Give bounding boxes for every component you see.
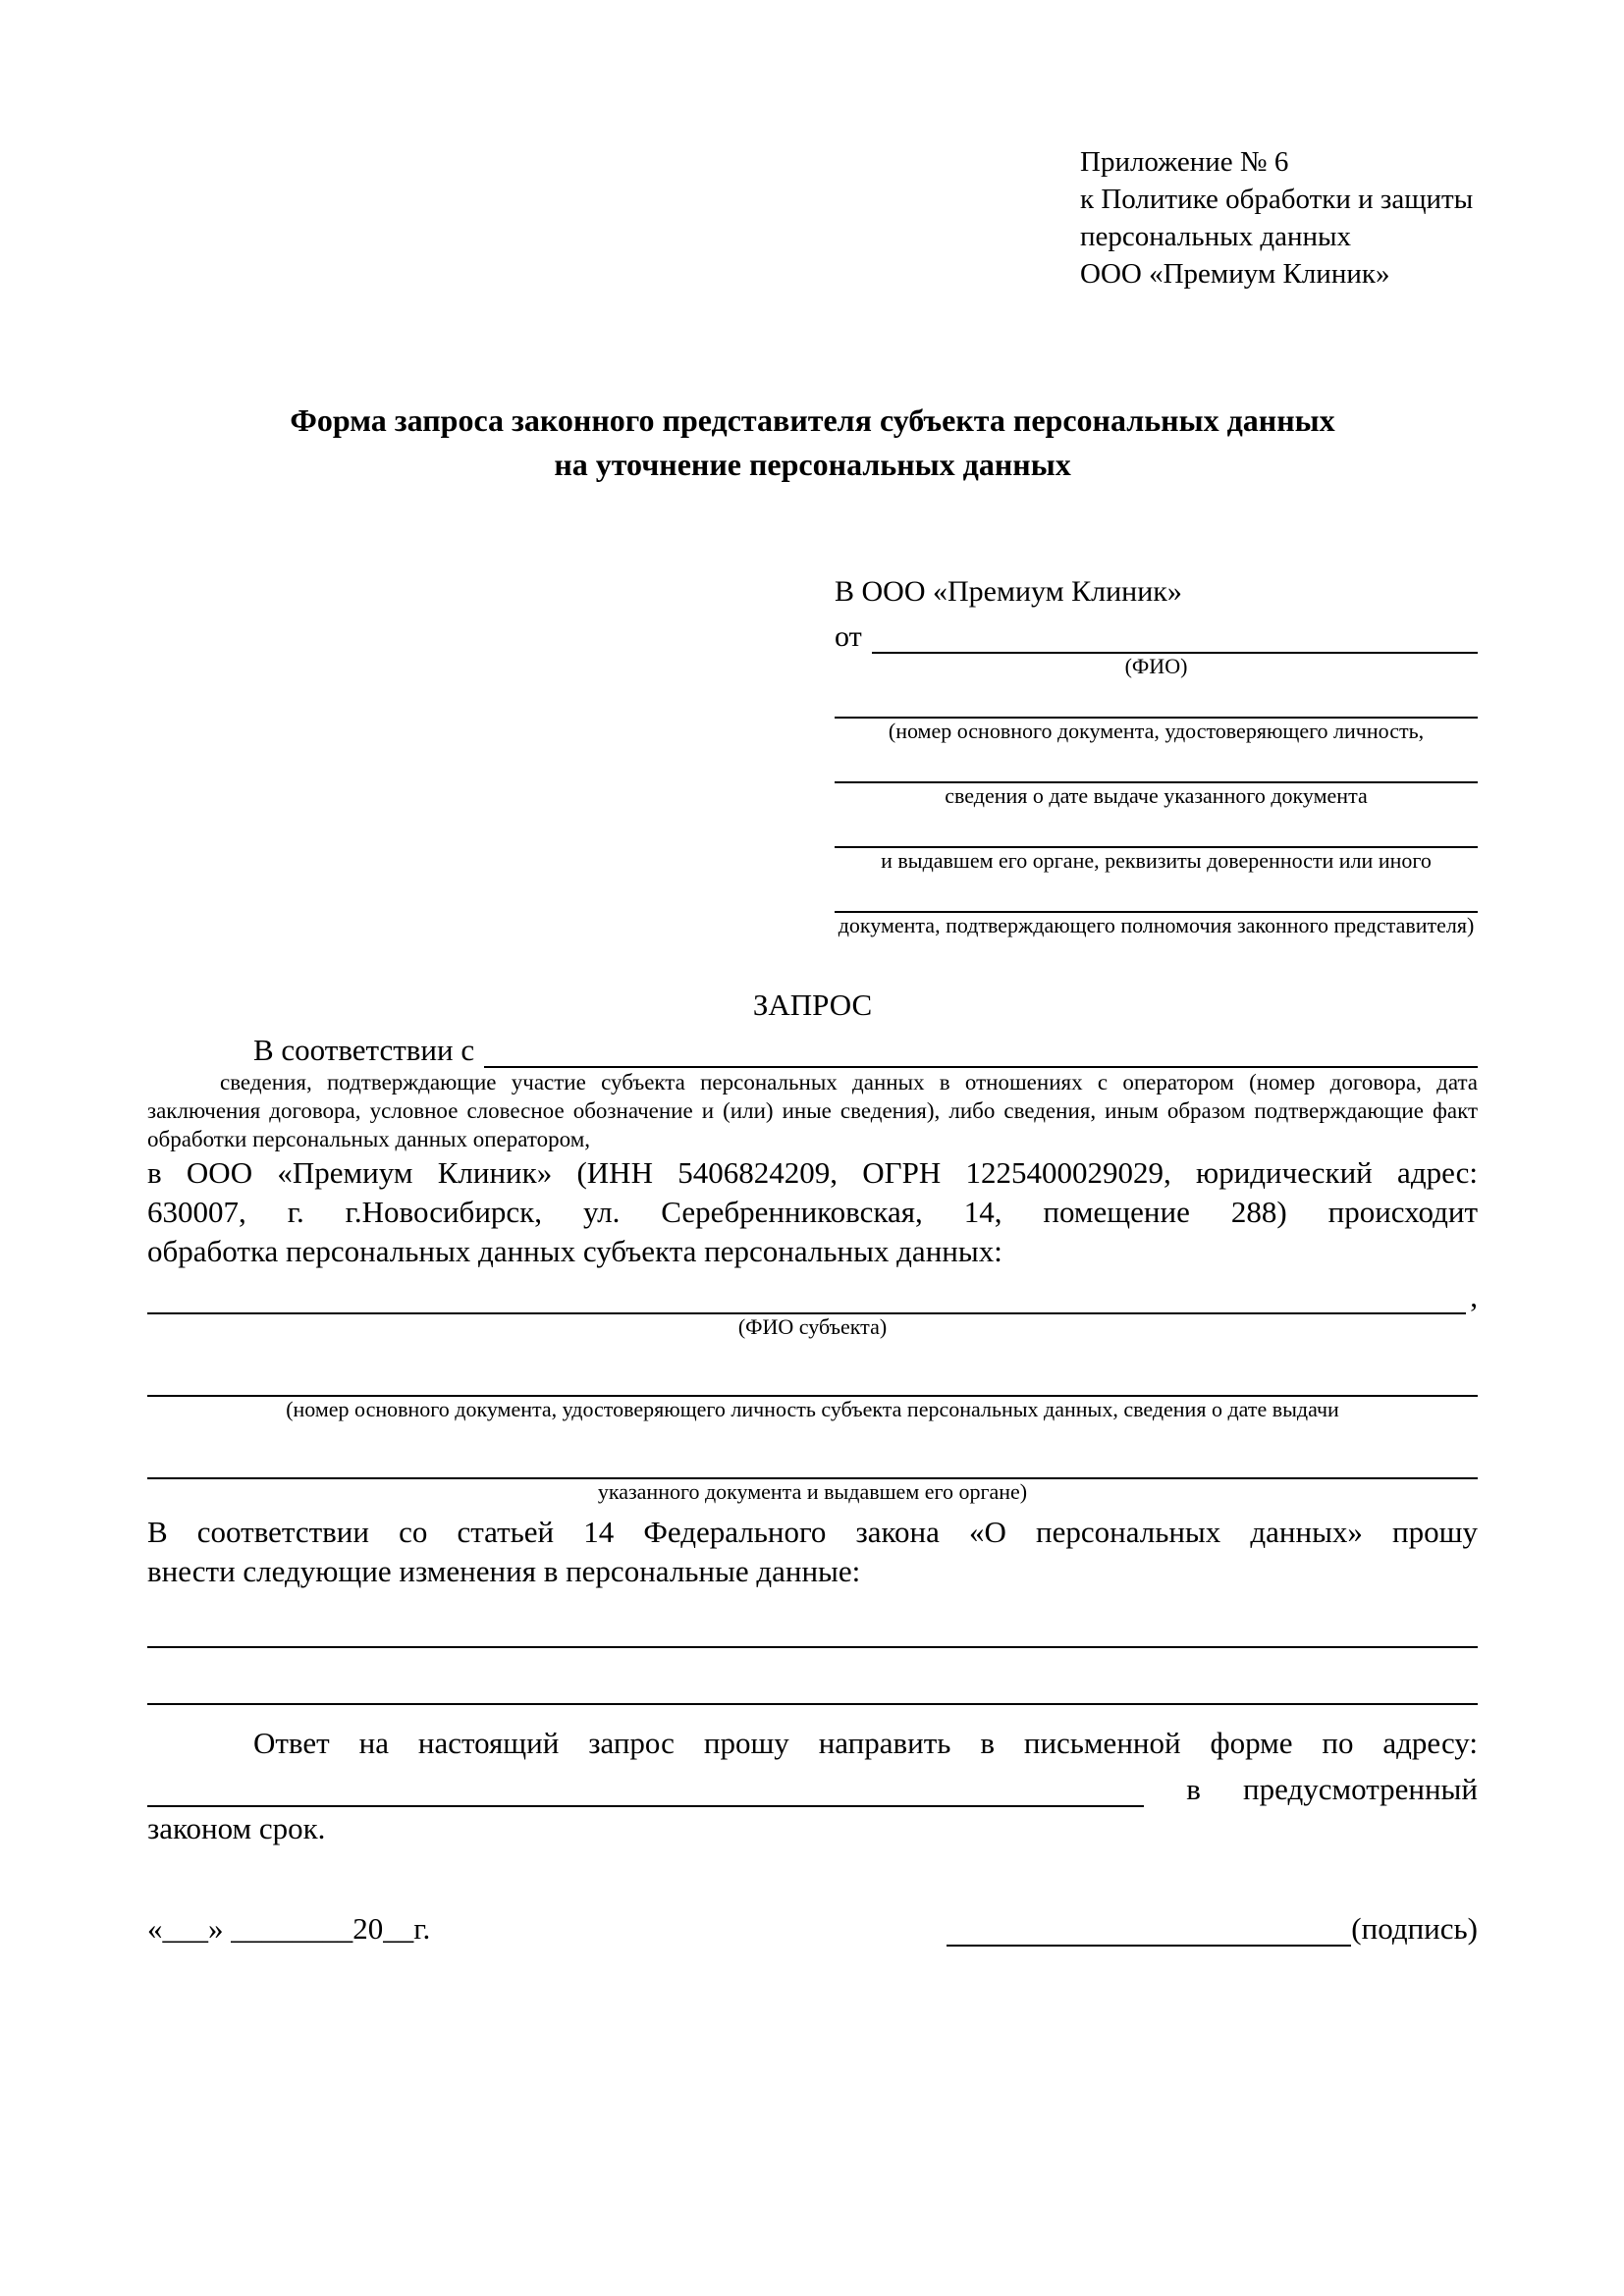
request-heading: ЗАПРОС — [752, 988, 873, 1022]
appendix-line-1: Приложение № 6 — [1080, 146, 1289, 178]
subject-fio-caption: (ФИО субъекта) — [737, 1314, 888, 1339]
intro-row — [147, 1027, 1478, 1068]
appendix-header — [1080, 143, 1478, 293]
article-paragraph — [147, 1513, 1478, 1591]
appendix-line-3: персональных данных — [1080, 221, 1352, 252]
representative-doc-caption-3: и выдавшем его органе, реквизиты доверенности или иного — [881, 848, 1432, 873]
intro-note-line-1: сведения, подтверждающие участие субъекта персональных данных в отношениях с оператором (номер договора, дата — [220, 1070, 1478, 1095]
subject-doc-caption-1: (номер основного документа, удостоверяющего личность субъекта персональных данных, сведения о дате выдачи — [286, 1397, 1339, 1421]
representative-doc-caption-2: сведения о дате выдаче указанного документа — [945, 783, 1368, 808]
subject-fio-comma: , — [1470, 1279, 1478, 1313]
intro-note — [147, 1068, 1478, 1153]
signature-caption: (подпись) — [1351, 1911, 1478, 1946]
article-paragraph-line-2: внести следующие изменения в персональные данные: — [147, 1554, 861, 1588]
answer-paragraph — [147, 1723, 1478, 1850]
subject-doc-caption-2: указанного документа и выдавшем его органе) — [597, 1479, 1028, 1504]
answer-tail-word-1: в — [1186, 1772, 1201, 1806]
fio-caption: (ФИО) — [1124, 654, 1188, 678]
representative-doc-blank-line-1 — [835, 679, 1478, 719]
operator-paragraph-line-2: 630007, г. г.Новосибирск, ул. Серебренниковская, 14, помещение 288) происходит — [147, 1195, 1478, 1229]
subject-fio-blank-line — [147, 1283, 1466, 1314]
representative-doc-blank-line-4 — [835, 874, 1478, 913]
date-fill-in-text: «___» ________20__г. — [147, 1911, 431, 1946]
appendix-line-2: к Политике обработки и защиты — [1080, 184, 1474, 215]
from-label: от — [835, 620, 862, 653]
form-title-line-2: на уточнение персональных данных — [554, 447, 1071, 482]
operator-paragraph-line-1: в ООО «Премиум Клиник» (ИНН 5406824209, ОГРН 1225400029029, юридический адрес: — [147, 1155, 1478, 1190]
operator-paragraph — [147, 1153, 1478, 1271]
article-paragraph-line-1: В соответствии со статьей 14 Федерального закона «О персональных данных» прошу — [147, 1515, 1478, 1549]
appendix-line-4: ООО «Премиум Клиник» — [1080, 258, 1390, 290]
answer-address-row — [147, 1764, 1478, 1807]
answer-address-blank-line — [147, 1776, 1144, 1807]
form-title-line-1: Форма запроса законного представителя субъекта персональных данных — [290, 402, 1335, 438]
representative-doc-blank-line-3 — [835, 809, 1478, 848]
changes-blank-line-1 — [147, 1607, 1478, 1648]
answer-paragraph-line-1: Ответ на настоящий запрос прошу направить в письменной форме по адресу: — [253, 1726, 1478, 1760]
footer-row — [147, 1901, 1478, 1947]
intro-note-line-2: заключения договора, условное словесное обозначение и (или) иные сведения), либо сведения, иным образом подтверждающие факт — [147, 1098, 1478, 1123]
signature-group — [947, 1911, 1478, 1947]
addressee-from-row — [835, 613, 1478, 654]
answer-paragraph-line-3: законом срок. — [147, 1811, 326, 1845]
signature-blank-line — [947, 1915, 1351, 1947]
intro-blank-line — [484, 1037, 1478, 1068]
intro-lead-text: В соответствии с — [253, 1033, 475, 1067]
subject-doc-blank-line-1 — [147, 1358, 1478, 1397]
representative-doc-caption-1: (номер основного документа, удостоверяющего личность, — [888, 719, 1425, 743]
from-fio-blank-line — [872, 622, 1478, 654]
subject-doc-blank-line-2 — [147, 1440, 1478, 1479]
addressee-organization: В ООО «Премиум Клиник» — [835, 575, 1182, 608]
answer-tail-word-2: предусмотренный — [1243, 1772, 1478, 1806]
addressee-block — [835, 571, 1478, 938]
intro-note-line-3: обработки персональных данных оператором, — [147, 1127, 590, 1151]
form-title — [147, 399, 1478, 487]
representative-doc-caption-4: документа, подтверждающего полномочия законного представителя) — [838, 913, 1475, 937]
representative-doc-blank-line-2 — [835, 744, 1478, 783]
changes-blank-line-2 — [147, 1664, 1478, 1705]
operator-paragraph-line-3: обработка персональных данных субъекта персональных данных: — [147, 1234, 1002, 1268]
subject-fio-row — [147, 1275, 1478, 1314]
